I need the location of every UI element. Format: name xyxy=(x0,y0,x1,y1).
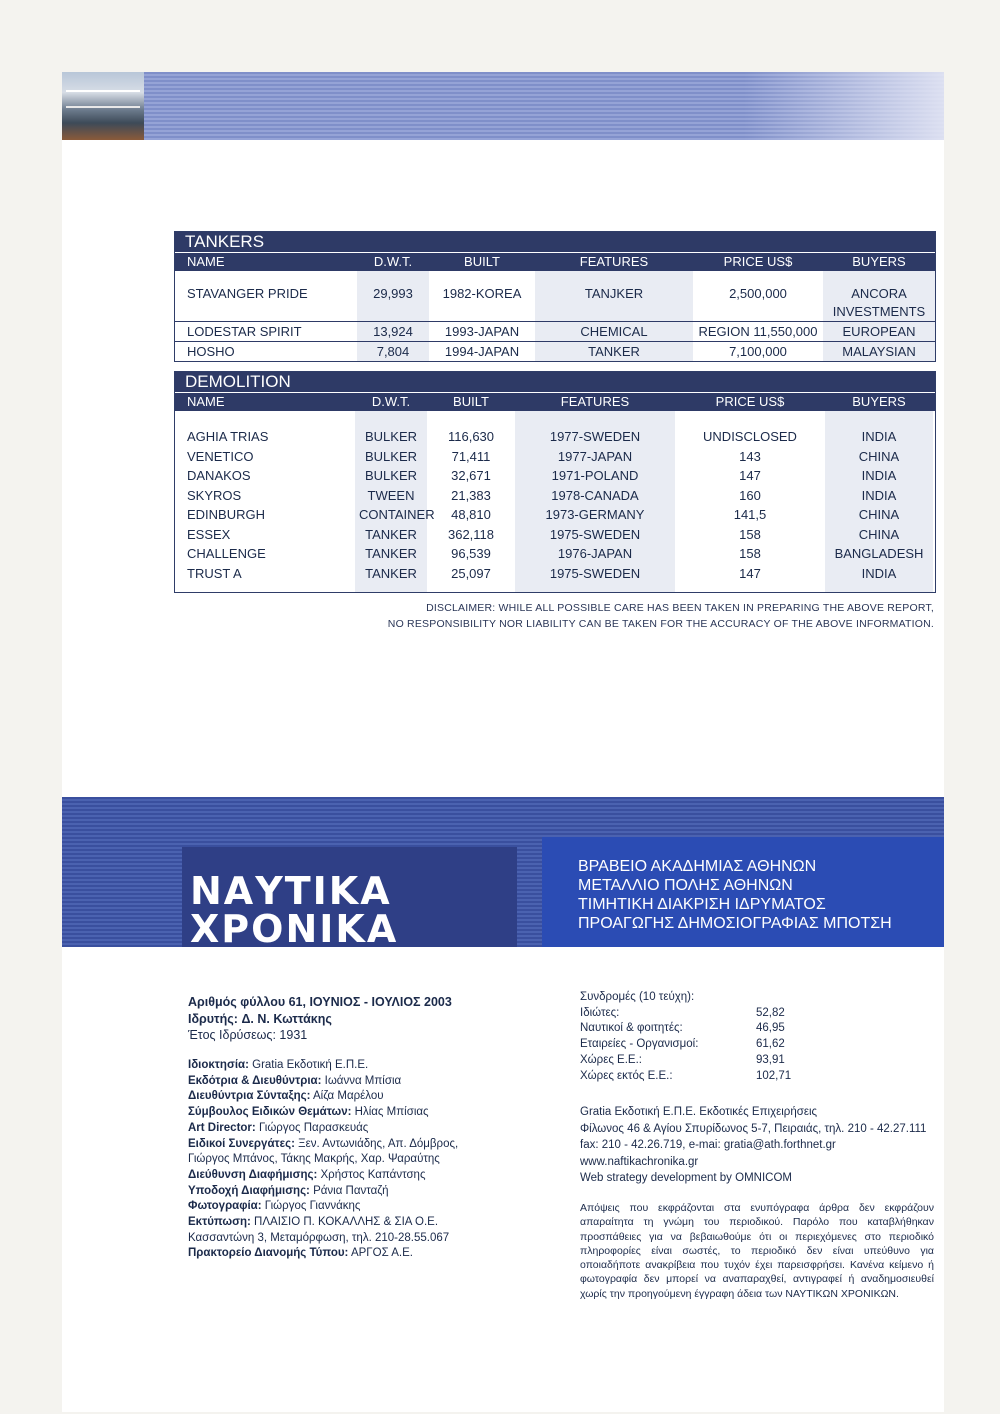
issue-info xyxy=(188,994,452,1044)
cell-built: 21,383 xyxy=(451,487,491,503)
cell-buyers: CHINA xyxy=(825,505,933,525)
cell-price: REGION 11,550,000 xyxy=(698,324,818,339)
cell-name: ESSEX xyxy=(187,526,231,542)
subscription-label: Χώρες Ε.Ε.: xyxy=(580,1053,642,1066)
cell-built: 116,630 xyxy=(447,429,495,444)
awards-list xyxy=(578,857,892,933)
credit-value: Κασσαντώνη 3, Μεταμόρφωση, τηλ. 210-28.55.067 xyxy=(188,1231,450,1244)
cell-dwt: BULKER xyxy=(355,447,427,467)
credit-line xyxy=(188,1246,458,1262)
cell-price: UNDISCLOSED xyxy=(703,429,797,444)
cell-buyers: BANGLADESH xyxy=(825,544,933,564)
credit-line xyxy=(188,1058,458,1074)
credit-value: Ράνια Πανταζή xyxy=(313,1184,389,1197)
cell-built: 1993-JAPAN xyxy=(444,324,520,339)
publisher-address: Φίλωνος 46 & Αγίου Σπυρίδωνος 5-7, Πειραιάς, τηλ. 210 - 42.27.111 xyxy=(580,1122,927,1135)
cell-features: TANKER xyxy=(535,342,693,361)
cell-name: CHALLENGE xyxy=(187,546,266,561)
cell-dwt: BULKER xyxy=(355,466,427,486)
logo-line-2: ΧΡΟΝΙΚΑ xyxy=(190,907,399,951)
col-header-price: PRICE US$ xyxy=(715,394,785,409)
cell-built: 32,671 xyxy=(451,468,491,483)
col-header-built: BUILT xyxy=(464,254,500,269)
credit-label: Ειδικοί Συνεργάτες: xyxy=(188,1137,295,1150)
cell-price: 160 xyxy=(739,487,761,503)
table-row xyxy=(175,505,935,525)
cell-dwt: CONTAINER xyxy=(355,505,427,525)
cell-built: 362,118 xyxy=(447,526,495,542)
cell-features: 1975-SWEDEN xyxy=(515,564,675,584)
demolition-title: DEMOLITION xyxy=(175,372,935,392)
cell-built: 71,411 xyxy=(451,448,491,464)
cell-features: 1971-POLAND xyxy=(515,466,675,486)
credit-value: Γιώργος Γιαννάκης xyxy=(264,1200,361,1213)
publisher-line-1: Gratia Εκδοτική Ε.Π.Ε. Εκδοτικές Επιχειρήσεις xyxy=(580,1106,818,1118)
cell-price: 143 xyxy=(739,448,761,464)
subscription-label: Ιδιώτες: xyxy=(580,1006,620,1019)
table-row xyxy=(175,447,935,467)
issue-number: Αριθμός φύλλου 61, ΙΟΥΝΙΟΣ - ΙΟΥΛΙΟΣ 2003 xyxy=(188,995,452,1009)
subscription-price: 93,91 xyxy=(756,1053,785,1066)
subscription-row xyxy=(580,1021,816,1037)
cell-dwt: TANKER xyxy=(355,525,427,545)
cell-buyers: EUROPEAN xyxy=(823,322,935,341)
subscriptions xyxy=(580,990,816,1084)
credit-line xyxy=(188,1137,458,1153)
magazine-logo xyxy=(190,869,399,951)
table-row xyxy=(175,525,935,545)
cell-built: 48,810 xyxy=(451,507,491,522)
col-header-name: NAME xyxy=(187,254,225,269)
subscriptions-title: Συνδρομές (10 τεύχη): xyxy=(580,991,695,1003)
credit-line xyxy=(188,1089,458,1105)
subscription-row xyxy=(580,1037,816,1053)
table-row xyxy=(175,466,935,486)
credits-list xyxy=(188,1058,458,1262)
cell-buyers: MALAYSIAN xyxy=(823,342,935,361)
table-row xyxy=(175,321,935,341)
credit-line xyxy=(188,1105,458,1121)
subscription-label: Εταιρείες - Οργανισμοί: xyxy=(580,1038,699,1051)
table-row xyxy=(175,486,935,506)
col-header-name: NAME xyxy=(187,394,225,409)
cell-buyers: ANCORA INVESTMENTS xyxy=(823,285,935,321)
disclaimer-line-2: NO RESPONSIBILITY NOR LIABILITY CAN BE TAKEN FOR THE ACCURACY OF THE ABOVE INFORMATION. xyxy=(387,618,934,630)
demolition-header-row xyxy=(175,392,935,411)
publisher-web-credit: Web strategy development by OMNICOM xyxy=(580,1172,792,1184)
cell-name: EDINBURGH xyxy=(187,507,266,522)
cell-price: 7,100,000 xyxy=(729,344,787,359)
cell-price: 147 xyxy=(739,565,761,581)
cell-features: TANJKER xyxy=(535,285,693,321)
cell-name: HOSHO xyxy=(187,344,235,359)
col-header-built: BUILT xyxy=(453,394,489,409)
col-header-features: FEATURES xyxy=(560,394,630,409)
credit-value: Αίζα Μαρέλου xyxy=(313,1090,384,1103)
subscription-row xyxy=(580,1053,816,1069)
credit-line xyxy=(188,1074,458,1090)
founder-name: Δ. Ν. Κωττάκης xyxy=(241,1011,332,1026)
publisher-info xyxy=(580,1104,926,1187)
year-value: 1931 xyxy=(279,1028,308,1042)
credit-label: Φωτογραφία: xyxy=(188,1200,262,1213)
cell-built: 25,097 xyxy=(451,565,491,581)
cell-dwt: TANKER xyxy=(355,564,427,584)
cell-features: 1977-SWEDEN xyxy=(515,427,675,447)
credit-value: Ξεν. Αντωνιάδης, Απ. Δόμβρος, xyxy=(298,1137,459,1150)
cell-dwt: 13,924 xyxy=(357,322,429,341)
cell-name: VENETICO xyxy=(187,448,254,464)
credit-value: Ιωάννα Μπίσια xyxy=(324,1074,402,1087)
credit-label: Art Director: xyxy=(188,1121,256,1134)
cell-features: 1975-SWEDEN xyxy=(515,525,675,545)
credit-value: Χρήστος Καπάντσης xyxy=(320,1168,426,1181)
publisher-website[interactable]: www.naftikachronika.gr xyxy=(580,1155,699,1168)
cell-price: 147 xyxy=(739,468,761,483)
cell-price: 141,5 xyxy=(733,507,767,522)
cell-name: AGHIA TRIAS xyxy=(187,429,269,444)
tankers-title: TANKERS xyxy=(175,232,935,252)
tankers-header-row xyxy=(175,252,935,271)
credit-value: Γιώργος Μπάνος, Τάκης Μακρής, Χαρ. Ψαραύτης xyxy=(188,1153,440,1166)
year-label: Έτος Ιδρύσεως: xyxy=(188,1028,276,1042)
credit-label: Διευθύντρια Σύνταξης: xyxy=(188,1090,311,1103)
col-header-dwt: D.W.T. xyxy=(371,394,411,409)
cell-dwt: 7,804 xyxy=(357,342,429,361)
credit-line xyxy=(188,1184,458,1200)
subscription-price: 61,62 xyxy=(756,1038,785,1051)
subscription-price: 102,71 xyxy=(756,1069,792,1082)
cell-built: 1982-KOREA xyxy=(442,286,522,301)
credit-line xyxy=(188,1199,458,1215)
cell-buyers: INDIA xyxy=(825,427,933,447)
disclaimer-line-1: DISCLAIMER: WHILE ALL POSSIBLE CARE HAS BEEN TAKEN IN PREPARING THE ABOVE REPORT, xyxy=(426,602,934,614)
credit-line xyxy=(188,1215,458,1231)
credit-label: Εκτύπωση: xyxy=(188,1216,251,1229)
cell-buyers: CHINA xyxy=(825,525,933,545)
col-header-dwt: D.W.T. xyxy=(373,254,413,269)
table-row xyxy=(175,341,935,361)
credit-line xyxy=(188,1168,458,1184)
subscription-label: Χώρες εκτός Ε.Ε.: xyxy=(580,1069,673,1082)
subscription-label: Ναυτικοί & φοιτητές: xyxy=(580,1022,683,1035)
credit-label: Εκδότρια & Διευθύντρια: xyxy=(188,1074,322,1087)
cell-dwt: 29,993 xyxy=(357,285,429,321)
cell-name: TRUST A xyxy=(187,565,242,581)
table-row xyxy=(175,427,935,447)
table-row xyxy=(175,285,935,321)
credit-label: Διεύθυνση Διαφήμισης: xyxy=(188,1168,318,1181)
credit-value: ΠΛΑΙΣΙΟ Π. ΚΟΚΑΛΛΗΣ & ΣΙΑ Ο.Ε. xyxy=(254,1216,439,1229)
credit-value: ΑΡΓΟΣ Α.Ε. xyxy=(350,1247,413,1260)
logo-line-1: ΝΑΥΤΙΚΑ xyxy=(190,869,392,913)
legal-notice: Απόψεις που εκφράζονται στα ενυπόγραφα άρθρα δεν εκφράζουν απαραίτητα τη γνώμη του περιοδικού. Παρόλο που καταβλήθηκαν προσπάθειες για να βεβαιωθούμε ότι οι περιεχόμενες στο περιοδικό πληροφορίες είναι σωστές, το περιοδικό δεν είναι υπεύθυνο για οποιαδήποτε ανακρίβεια που τυχόν έχει παρεισφρήσει. Κανένα κείμενο ή φωτογραφία δεν μπορεί να αναπαραχθεί, αντιγραφεί ή αναδημοσιευθεί χωρίς την προηγούμενη έγγραφη άδεια των ΝΑΥΤΙΚΩΝ ΧΡΟΝΙΚΩΝ. xyxy=(580,1202,934,1300)
demolition-table xyxy=(174,371,936,593)
award-line: ΤΙΜΗΤΙΚΗ ΔΙΑΚΡΙΣΗ ΙΔΡΥΜΑΤΟΣ xyxy=(578,896,826,913)
publisher-contact: fax: 210 - 42.26.719, e-mai: gratia@ath.forthnet.gr xyxy=(580,1139,836,1151)
credit-value: Γιώργος Παρασκευάς xyxy=(258,1121,369,1134)
cell-features: 1977-JAPAN xyxy=(515,447,675,467)
disclaimer xyxy=(174,600,934,632)
award-line: ΜΕΤΑΛΛΙΟ ΠΟΛΗΣ ΑΘΗΝΩΝ xyxy=(578,877,793,894)
cell-features: 1973-GERMANY xyxy=(515,505,675,525)
cell-buyers: CHINA xyxy=(825,447,933,467)
tankers-table xyxy=(174,231,936,362)
credit-label: Πρακτορείο Διανομής Τύπου: xyxy=(188,1247,349,1260)
cell-price: 2,500,000 xyxy=(729,286,787,301)
founder-label: Ιδρυτής: xyxy=(188,1011,238,1026)
col-header-buyers: BUYERS xyxy=(852,254,906,269)
award-line: ΠΡΟΑΓΩΓΗΣ ΔΗΜΟΣΙΟΓΡΑΦΙΑΣ ΜΠΟΤΣΗ xyxy=(578,915,892,932)
credit-label: Υποδοχή Διαφήμισης: xyxy=(188,1184,310,1197)
cell-features: 1976-JAPAN xyxy=(515,544,675,564)
cell-buyers: INDIA xyxy=(825,486,933,506)
cell-dwt: TANKER xyxy=(355,544,427,564)
cell-dwt: BULKER xyxy=(355,427,427,447)
credit-label: Ιδιοκτησία: xyxy=(188,1059,249,1071)
cell-built: 1994-JAPAN xyxy=(444,344,520,359)
cell-price: 158 xyxy=(739,526,761,542)
cell-dwt: TWEEN xyxy=(355,486,427,506)
cell-features: CHEMICAL xyxy=(535,322,693,341)
cell-name: LODESTAR SPIRIT xyxy=(187,324,302,339)
table-row xyxy=(175,544,935,564)
cell-name: SKYROS xyxy=(187,487,242,503)
cell-buyers: INDIA xyxy=(825,564,933,584)
col-header-buyers: BUYERS xyxy=(852,394,906,409)
cell-buyers: INDIA xyxy=(825,466,933,486)
table-row xyxy=(175,564,935,584)
ship-photo xyxy=(62,72,144,140)
subscription-price: 46,95 xyxy=(756,1022,785,1035)
cell-price: 158 xyxy=(739,546,761,561)
credit-label: Σύμβουλος Ειδικών Θεμάτων: xyxy=(188,1106,352,1119)
cell-name: STAVANGER PRIDE xyxy=(187,286,308,301)
col-header-price: PRICE US$ xyxy=(723,254,793,269)
col-header-features: FEATURES xyxy=(579,254,649,269)
cell-name: DANAKOS xyxy=(187,468,251,483)
subscription-price: 52,82 xyxy=(756,1006,785,1019)
credit-value: Ηλίας Μπίσιας xyxy=(354,1106,429,1119)
credit-line xyxy=(188,1152,458,1168)
credit-line xyxy=(188,1231,458,1247)
top-decorative-band xyxy=(62,72,944,140)
award-line: ΒΡΑΒΕΙΟ ΑΚΑΔΗΜΙΑΣ ΑΘΗΝΩΝ xyxy=(578,858,817,875)
cell-built: 96,539 xyxy=(451,546,491,561)
credit-value: Gratia Εκδοτική Ε.Π.Ε. xyxy=(252,1059,369,1071)
credit-line xyxy=(188,1121,458,1137)
subscription-row xyxy=(580,1006,816,1022)
subscription-row xyxy=(580,1069,816,1085)
cell-features: 1978-CANADA xyxy=(515,486,675,506)
